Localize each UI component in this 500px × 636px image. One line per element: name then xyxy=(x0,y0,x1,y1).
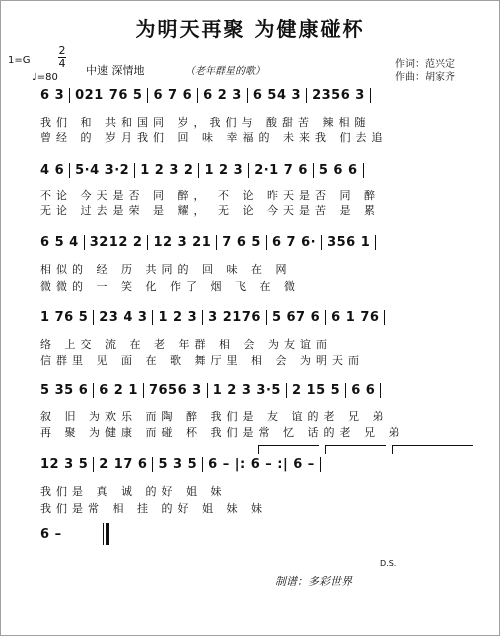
barline xyxy=(286,383,287,398)
barline xyxy=(266,310,267,325)
note-group: 12 3 5 xyxy=(40,456,89,472)
page-title: 为明天再聚 为健康碰杯 xyxy=(135,17,365,41)
final-barline-thick xyxy=(106,523,109,545)
note-group: 6 – xyxy=(250,456,273,472)
note-group: 6 2 3 xyxy=(203,87,242,103)
ds-marking: D.S. xyxy=(380,559,397,568)
barline xyxy=(198,163,199,178)
barline xyxy=(202,457,203,472)
lyric-line: 络 上交 流 在 老 年群 相 会 为友谊而 xyxy=(40,338,332,351)
volta-bracket-2 xyxy=(325,445,386,454)
note-group: 6 3 xyxy=(40,87,65,103)
barline xyxy=(320,457,321,472)
transcriber-credit: 制谱：多彩世界 xyxy=(275,575,352,588)
note-group: 7 6 5 xyxy=(222,234,261,250)
time-signature-bottom: 4 xyxy=(58,57,66,70)
notes-system-4 xyxy=(40,309,480,325)
note-group: 6 5 4 xyxy=(40,234,79,250)
note-group: 6 – xyxy=(293,456,315,472)
note-group: 6 – xyxy=(208,456,230,472)
note-group: 5 35 6 xyxy=(40,382,89,398)
lyric-line: 无论 过去是荣 是 耀， 无 论 今天是苦 是 累 xyxy=(40,204,380,217)
note-group: 23 4 3 xyxy=(99,309,148,325)
final-barline-thin xyxy=(103,523,104,545)
barline xyxy=(325,310,326,325)
barline xyxy=(134,163,135,178)
note-group: 2 17 6 xyxy=(99,456,148,472)
expression-marking: 中速 深情地 xyxy=(86,64,145,77)
lyric-line: 信群里 见 面 在 歌 舞厅里 相 会 为明天而 xyxy=(40,354,364,367)
note-group: 2 15 5 xyxy=(291,382,341,398)
barline xyxy=(207,383,208,398)
barline xyxy=(247,88,248,103)
barline xyxy=(152,457,153,472)
lyric-line: 曾经 的 岁月我们 回 味 幸福的 未来我 们去追 xyxy=(40,131,388,144)
notes-system-1 xyxy=(40,87,480,103)
barline xyxy=(147,235,148,250)
barline xyxy=(375,235,376,250)
note-group: 6 – xyxy=(40,526,62,542)
barline xyxy=(143,383,144,398)
barline xyxy=(84,235,85,250)
repeat-start: |: xyxy=(234,456,246,472)
barline xyxy=(202,310,203,325)
tempo-marking: ♩=80 xyxy=(32,72,58,83)
note-group: 6 2 1 xyxy=(99,382,138,398)
note-group: 6 6 xyxy=(351,382,376,398)
lyric-line: 我们是常 相 挂 的好 姐 妹 妹 xyxy=(40,502,267,515)
note-group: 7656 3 xyxy=(148,382,202,398)
repeat-end: :| xyxy=(277,456,289,472)
key-signature: 1=G xyxy=(8,55,31,66)
lyric-line: 再 聚 为健康 而碰 杯 我们是常 忆 话的老 兄 弟 xyxy=(40,426,405,439)
note-group: 1 2 3 xyxy=(158,309,198,325)
lyric-line: 我们 和 共和国同 岁，我们与 酸甜苦 辣相随 xyxy=(40,116,371,129)
barline xyxy=(69,163,70,178)
barline xyxy=(152,310,153,325)
barline xyxy=(197,88,198,103)
lyric-line: 叙 旧 为欢乐 而陶 醉 我们是 友 谊的老 兄 弟 xyxy=(40,410,389,423)
barline xyxy=(147,88,148,103)
time-signature xyxy=(58,46,66,69)
barline xyxy=(306,88,307,103)
note-group: 1 2 3 3·5 xyxy=(212,382,281,398)
note-group: 5 67 6 xyxy=(271,309,321,325)
note-group: 2·1 7 6 xyxy=(254,162,308,178)
note-group: 5 6 6 xyxy=(318,162,358,178)
note-group: 12 3 21 xyxy=(153,234,212,250)
volta-bracket-1 xyxy=(258,445,319,454)
note-group: 4 6 xyxy=(40,162,65,178)
barline xyxy=(93,457,94,472)
note-group: 3212 2 xyxy=(89,234,143,250)
composer-credit: 作曲：胡家齐 xyxy=(395,72,455,83)
barline xyxy=(69,88,70,103)
time-signature-top: 2 xyxy=(58,44,66,57)
note-group: 6 54 3 xyxy=(252,87,302,103)
volta-bracket-3 xyxy=(392,445,473,454)
note-group: 5 3 5 xyxy=(158,456,198,472)
note-group: 3 2176 xyxy=(208,309,261,325)
barline xyxy=(313,163,314,178)
note-group: 1 2 3 2 xyxy=(140,162,194,178)
barline xyxy=(345,383,346,398)
note-group: 2356 3 xyxy=(312,87,365,103)
notes-system-3 xyxy=(40,234,480,250)
notes-system-6 xyxy=(40,456,480,472)
note-group: 6 7 6 xyxy=(153,87,193,103)
note-group: 6 7 6· xyxy=(271,234,317,250)
note-group: 6 1 76 xyxy=(331,309,380,325)
barline xyxy=(248,163,249,178)
lyric-line: 不论 今天是否 同 醉， 不 论 昨天是否 同 醉 xyxy=(40,189,380,202)
lyric-line: 微微的 一 笑 化 作了 烟 飞 在 微 xyxy=(40,280,300,293)
barline xyxy=(370,88,371,103)
barline xyxy=(363,163,364,178)
lyric-line: 我们是 真 诚 的好 姐 妹 xyxy=(40,485,227,498)
lyric-line: 相似的 经 历 共同的 回 味 在 网 xyxy=(40,263,292,276)
note-group: 021 76 5 xyxy=(75,87,143,103)
note-group: 356 1 xyxy=(327,234,371,250)
subtitle: （老年群星的歌） xyxy=(185,66,265,77)
notes-system-5 xyxy=(40,382,480,398)
barline xyxy=(93,310,94,325)
note-group: 1 76 5 xyxy=(40,309,89,325)
barline xyxy=(266,235,267,250)
notes-system-2 xyxy=(40,162,480,178)
barline xyxy=(321,235,322,250)
lyricist-credit: 作词：范兴定 xyxy=(395,59,455,70)
barline xyxy=(380,383,381,398)
barline xyxy=(93,383,94,398)
barline xyxy=(216,235,217,250)
note-group: 1 2 3 xyxy=(204,162,244,178)
note-group: 5·4 3·2 xyxy=(75,162,130,178)
barline xyxy=(384,310,385,325)
